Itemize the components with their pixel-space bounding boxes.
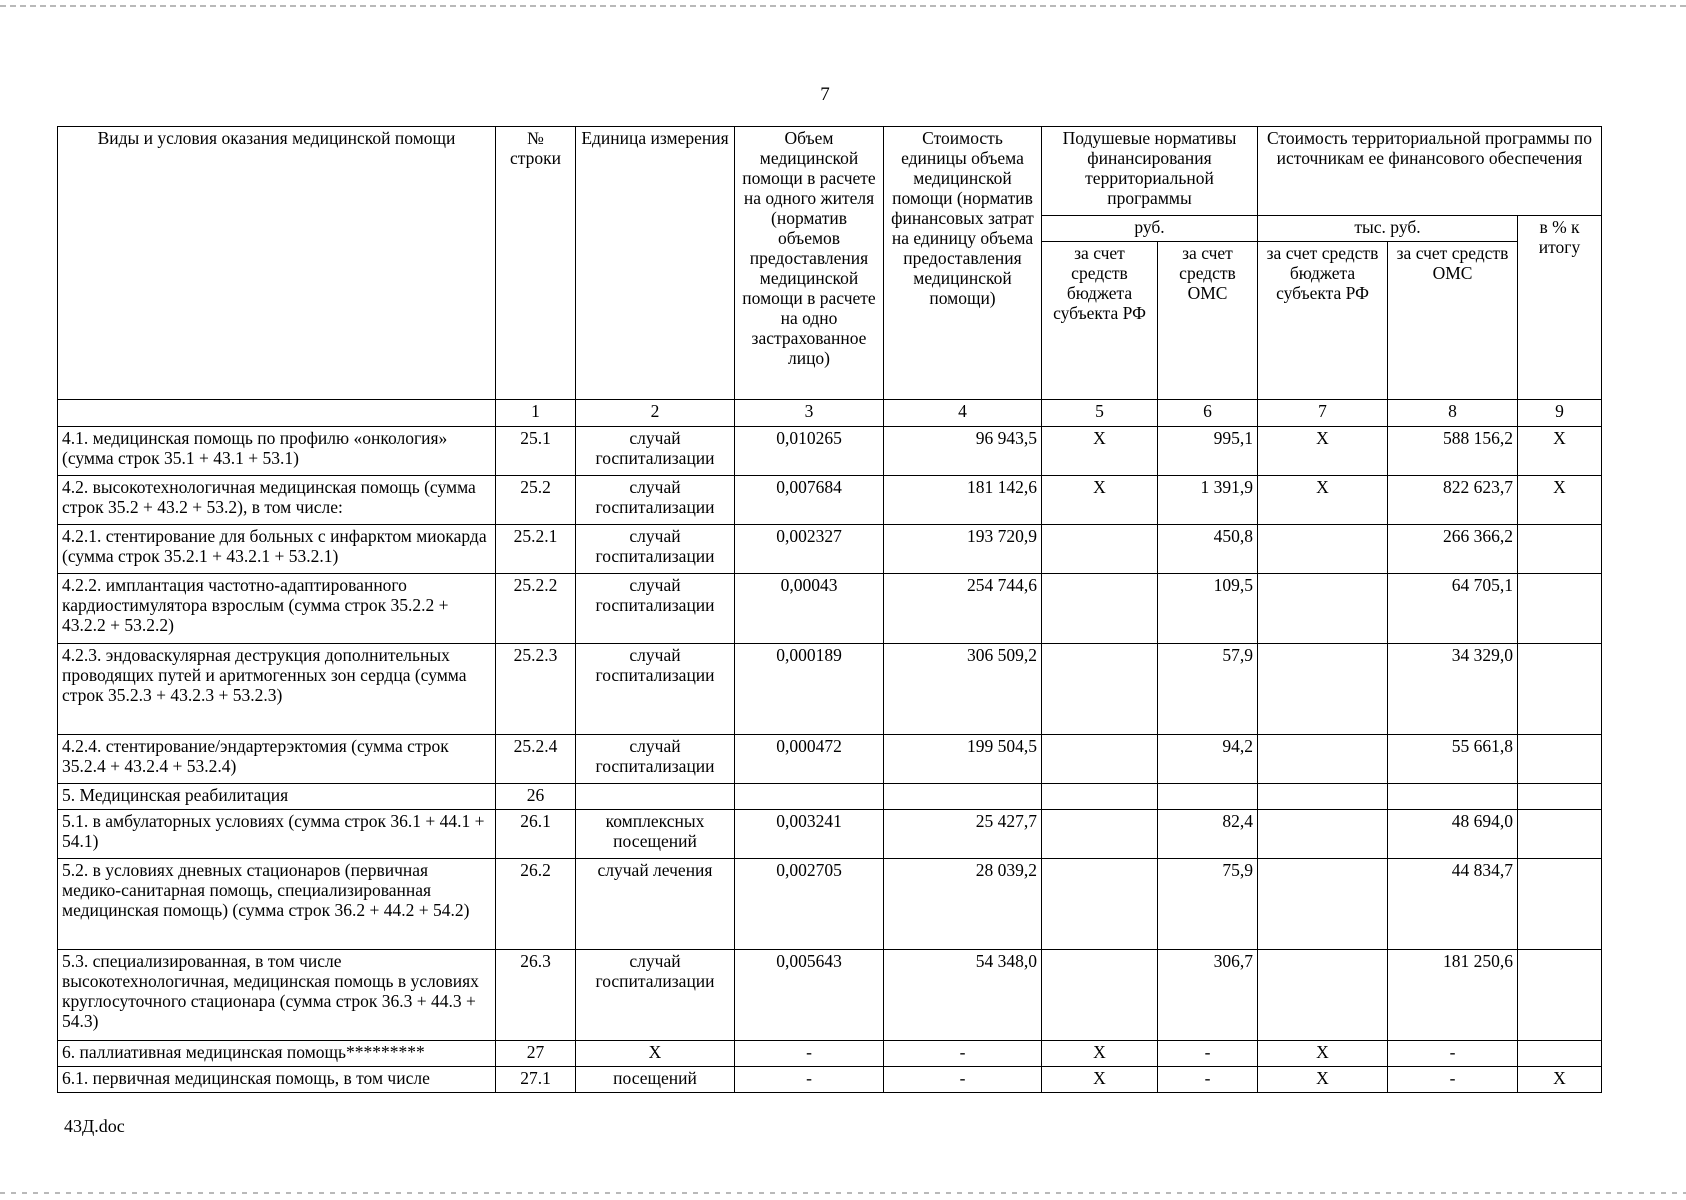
header-cost-oms: за счет средств ОМС <box>1388 242 1518 400</box>
header-norm-budget: за счет средств бюджета субъекта РФ <box>1042 242 1158 400</box>
row-cost-oms: - <box>1388 1041 1518 1067</box>
footer-filename: 43Д.doc <box>64 1116 125 1136</box>
table-row <box>58 784 1602 810</box>
row-unit-cost: 54 348,0 <box>884 950 1042 1041</box>
row-norm-budget <box>1042 735 1158 784</box>
row-cost-budget <box>1258 859 1388 950</box>
row-norm-budget <box>1042 950 1158 1041</box>
table-row <box>58 427 1602 476</box>
row-norm-budget: X <box>1042 476 1158 525</box>
row-volume: 0,002705 <box>735 859 884 950</box>
row-unit-cost <box>884 784 1042 810</box>
table-row <box>58 810 1602 859</box>
table-row <box>58 574 1602 644</box>
row-percent <box>1518 644 1602 735</box>
row-line-number: 27 <box>496 1041 576 1067</box>
row-unit-cost: 199 504,5 <box>884 735 1042 784</box>
scan-edge-top <box>0 5 1686 7</box>
header-unit: Единица измерения <box>576 127 735 400</box>
row-norm-oms: 1 391,9 <box>1158 476 1258 525</box>
row-line-number: 26.3 <box>496 950 576 1041</box>
header-line-number: № строки <box>496 127 576 400</box>
row-line-number: 25.2 <box>496 476 576 525</box>
row-unit: X <box>576 1041 735 1067</box>
row-unit-cost: 96 943,5 <box>884 427 1042 476</box>
row-percent: X <box>1518 427 1602 476</box>
row-unit-cost: 254 744,6 <box>884 574 1042 644</box>
row-cost-oms: 266 366,2 <box>1388 525 1518 574</box>
row-cost-budget <box>1258 525 1388 574</box>
row-percent: X <box>1518 1067 1602 1093</box>
row-norm-oms: 109,5 <box>1158 574 1258 644</box>
row-unit: случай госпитализации <box>576 525 735 574</box>
row-norm-budget: X <box>1042 1041 1158 1067</box>
row-cost-budget <box>1258 810 1388 859</box>
header-care-types: Виды и условия оказания медицинской помощи <box>58 127 496 400</box>
row-percent <box>1518 859 1602 950</box>
row-line-number: 27.1 <box>496 1067 576 1093</box>
header-volume: Объем медицинской помощи в расчете на одного жителя (норматив объемов предоставления медицинской помощи в расчете на одно застрахованное лицо) <box>735 127 884 400</box>
header-per-capita-norms: Подушевые нормативы финансирования территориальной программы <box>1042 127 1258 216</box>
row-unit <box>576 784 735 810</box>
table-row <box>58 1041 1602 1067</box>
row-percent <box>1518 784 1602 810</box>
row-cost-oms: 181 250,6 <box>1388 950 1518 1041</box>
row-norm-budget: X <box>1042 1067 1158 1093</box>
row-cost-oms: 48 694,0 <box>1388 810 1518 859</box>
column-number <box>58 400 496 427</box>
column-number: 7 <box>1258 400 1388 427</box>
header-program-cost: Стоимость территориальной программы по источникам ее финансового обеспечения <box>1258 127 1602 216</box>
table-row <box>58 735 1602 784</box>
row-norm-budget <box>1042 810 1158 859</box>
row-cost-budget <box>1258 644 1388 735</box>
row-cost-oms: 64 705,1 <box>1388 574 1518 644</box>
row-norm-oms: 306,7 <box>1158 950 1258 1041</box>
table-row <box>58 1067 1602 1093</box>
row-norm-oms: 75,9 <box>1158 859 1258 950</box>
row-cost-budget <box>1258 950 1388 1041</box>
row-line-number: 25.2.4 <box>496 735 576 784</box>
row-name: 4.2.2. имплантация частотно-адаптированного кардиостимулятора взрослым (сумма строк 35.2.2 + 43.2.2 + 53.2.2) <box>58 574 496 644</box>
row-volume: 0,00043 <box>735 574 884 644</box>
row-name: 4.2.1. стентирование для больных с инфарктом миокарда (сумма строк 35.2.1 + 43.2.1 + 53.2.1) <box>58 525 496 574</box>
row-norm-oms <box>1158 784 1258 810</box>
row-percent <box>1518 1041 1602 1067</box>
row-norm-oms: - <box>1158 1067 1258 1093</box>
row-norm-oms: 450,8 <box>1158 525 1258 574</box>
row-unit: случай госпитализации <box>576 427 735 476</box>
column-number: 1 <box>496 400 576 427</box>
row-norm-budget <box>1042 574 1158 644</box>
row-line-number: 25.2.2 <box>496 574 576 644</box>
row-name: 5.3. специализированная, в том числе высокотехнологичная, медицинская помощь в условиях круглосуточного стационара (сумма строк 36.3 + 44.3 + 54.3) <box>58 950 496 1041</box>
row-percent <box>1518 735 1602 784</box>
row-cost-oms: - <box>1388 1067 1518 1093</box>
scan-edge-bottom <box>0 1192 1686 1194</box>
header-thous-rub: тыс. руб. <box>1258 216 1518 242</box>
row-percent <box>1518 574 1602 644</box>
row-cost-oms: 55 661,8 <box>1388 735 1518 784</box>
row-unit-cost: - <box>884 1041 1042 1067</box>
row-unit: случай госпитализации <box>576 950 735 1041</box>
table-row <box>58 525 1602 574</box>
row-name: 5. Медицинская реабилитация <box>58 784 496 810</box>
row-cost-budget <box>1258 735 1388 784</box>
header-rub: руб. <box>1042 216 1258 242</box>
row-unit: комплексных посещений <box>576 810 735 859</box>
row-percent <box>1518 810 1602 859</box>
row-norm-oms: - <box>1158 1041 1258 1067</box>
row-unit-cost: 28 039,2 <box>884 859 1042 950</box>
row-norm-budget <box>1042 644 1158 735</box>
column-number: 3 <box>735 400 884 427</box>
row-name: 4.2.4. стентирование/эндартерэктомия (сумма строк 35.2.4 + 43.2.4 + 53.2.4) <box>58 735 496 784</box>
row-volume: 0,003241 <box>735 810 884 859</box>
row-norm-budget <box>1042 784 1158 810</box>
row-unit: случай лечения <box>576 859 735 950</box>
row-cost-budget: X <box>1258 476 1388 525</box>
row-cost-budget: X <box>1258 427 1388 476</box>
row-cost-budget <box>1258 574 1388 644</box>
table-row <box>58 950 1602 1041</box>
row-line-number: 25.1 <box>496 427 576 476</box>
row-line-number: 25.2.1 <box>496 525 576 574</box>
row-unit: случай госпитализации <box>576 735 735 784</box>
row-unit: посещений <box>576 1067 735 1093</box>
table-row <box>58 476 1602 525</box>
row-unit-cost: 306 509,2 <box>884 644 1042 735</box>
row-percent <box>1518 525 1602 574</box>
row-volume: 0,005643 <box>735 950 884 1041</box>
financing-table <box>57 126 1602 1093</box>
row-norm-oms: 995,1 <box>1158 427 1258 476</box>
row-name: 6. паллиативная медицинская помощь********* <box>58 1041 496 1067</box>
row-name: 4.2. высокотехнологичная медицинская помощь (сумма строк 35.2 + 43.2 + 53.2), в том числе: <box>58 476 496 525</box>
row-cost-budget <box>1258 784 1388 810</box>
row-percent <box>1518 950 1602 1041</box>
row-norm-budget <box>1042 525 1158 574</box>
row-volume: 0,000189 <box>735 644 884 735</box>
header-unit-cost: Стоимость единицы объема медицинской помощи (норматив финансовых затрат на единицу объема предоставления медицинской помощи) <box>884 127 1042 400</box>
row-name: 4.2.3. эндоваскулярная деструкция дополнительных проводящих путей и аритмогенных зон сердца (сумма строк 35.2.3 + 43.2.3 + 53.2.3) <box>58 644 496 735</box>
row-line-number: 26 <box>496 784 576 810</box>
header-cost-budget: за счет средств бюджета субъекта РФ <box>1258 242 1388 400</box>
row-unit: случай госпитализации <box>576 574 735 644</box>
row-unit-cost: 25 427,7 <box>884 810 1042 859</box>
row-cost-oms <box>1388 784 1518 810</box>
row-norm-oms: 94,2 <box>1158 735 1258 784</box>
row-norm-budget: X <box>1042 427 1158 476</box>
row-unit-cost: 181 142,6 <box>884 476 1042 525</box>
column-number: 4 <box>884 400 1042 427</box>
row-cost-oms: 34 329,0 <box>1388 644 1518 735</box>
row-cost-oms: 44 834,7 <box>1388 859 1518 950</box>
row-line-number: 26.1 <box>496 810 576 859</box>
column-number: 8 <box>1388 400 1518 427</box>
row-volume: 0,007684 <box>735 476 884 525</box>
page-number: 7 <box>820 84 830 105</box>
row-volume: - <box>735 1041 884 1067</box>
column-number: 6 <box>1158 400 1258 427</box>
table-header <box>58 127 1602 400</box>
row-cost-budget: X <box>1258 1067 1388 1093</box>
row-name: 5.1. в амбулаторных условиях (сумма строк 36.1 + 44.1 + 54.1) <box>58 810 496 859</box>
row-unit: случай госпитализации <box>576 476 735 525</box>
row-cost-budget: X <box>1258 1041 1388 1067</box>
row-percent: X <box>1518 476 1602 525</box>
row-name: 4.1. медицинская помощь по профилю «онкология» (сумма строк 35.1 + 43.1 + 53.1) <box>58 427 496 476</box>
column-numbers-row <box>58 400 1602 427</box>
row-norm-oms: 57,9 <box>1158 644 1258 735</box>
header-percent: в % к итогу <box>1518 216 1602 400</box>
row-unit: случай госпитализации <box>576 644 735 735</box>
row-cost-oms: 822 623,7 <box>1388 476 1518 525</box>
column-number: 2 <box>576 400 735 427</box>
column-number: 9 <box>1518 400 1602 427</box>
row-norm-budget <box>1042 859 1158 950</box>
row-volume: 0,002327 <box>735 525 884 574</box>
column-number: 5 <box>1042 400 1158 427</box>
row-line-number: 26.2 <box>496 859 576 950</box>
row-unit-cost: 193 720,9 <box>884 525 1042 574</box>
table-row <box>58 859 1602 950</box>
row-cost-oms: 588 156,2 <box>1388 427 1518 476</box>
row-unit-cost: - <box>884 1067 1042 1093</box>
row-name: 5.2. в условиях дневных стационаров (первичная медико-санитарная помощь, специализированная медицинская помощь) (сумма строк 36.2 + 44.2 + 54.2) <box>58 859 496 950</box>
row-volume: - <box>735 1067 884 1093</box>
header-norm-oms: за счет средств ОМС <box>1158 242 1258 400</box>
row-volume <box>735 784 884 810</box>
row-line-number: 25.2.3 <box>496 644 576 735</box>
row-volume: 0,010265 <box>735 427 884 476</box>
row-name: 6.1. первичная медицинская помощь, в том числе <box>58 1067 496 1093</box>
row-norm-oms: 82,4 <box>1158 810 1258 859</box>
table-row <box>58 644 1602 735</box>
table-body <box>58 427 1602 1093</box>
row-volume: 0,000472 <box>735 735 884 784</box>
